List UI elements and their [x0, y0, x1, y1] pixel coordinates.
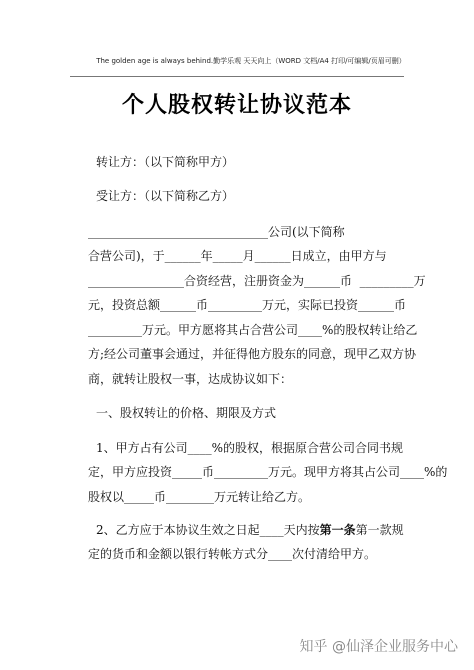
intro-line: 商，就转让股权一事，达成协议如下：	[88, 372, 293, 386]
section-heading: 一、股权转让的价格、期限及方式	[96, 406, 277, 420]
intro-line: _________万元。甲方愿将其占合营公司____%的股权转让给乙	[88, 323, 418, 337]
header-divider	[70, 76, 404, 77]
intro-line: ______________________________公司(以下简称	[88, 225, 345, 239]
page-header: The golden age is always behind.勤学乐观 天天向上（WORD 文档/A4 打印/可编辑/页眉可删）	[96, 57, 406, 65]
clause-line: 1、甲方占有公司____%的股权，根据原合营公司合同书规	[96, 441, 404, 455]
source-watermark: 知乎 @仙泽企业服务中心	[299, 639, 458, 655]
intro-line: 合营公司)，于______年_____月______日成立，由甲方与	[88, 249, 387, 263]
clause-line: 定的货币和金额以银行转帐方式分____次付清给甲方。	[88, 547, 377, 561]
clause-line: 定，甲方应投资_____币_________万元。现甲方将其占公司____%的	[88, 465, 448, 479]
clause-text: 第一款规	[355, 523, 404, 537]
intro-line: 元，投资总额______币_________万元，实际已投资______币	[88, 298, 407, 312]
clause-line	[96, 520, 416, 541]
clause-line: 股权以_____币________万元转让给乙方。	[88, 490, 311, 504]
document-title: 个人股权转让协议范本	[121, 92, 352, 118]
transferor-line: 转让方：（以下简称甲方）	[96, 155, 235, 169]
clause-reference: 第一条	[319, 523, 356, 537]
intro-line: 方;经公司董事会通过，并征得他方股东的同意，现甲乙双方协	[88, 347, 417, 361]
transferee-line: 受让方：（以下简称乙方）	[96, 189, 235, 203]
intro-line: ________________合资经营，注册资金为______币 _________万	[88, 274, 426, 288]
clause-text: 2、乙方应于本协议生效之日起____天内按	[96, 523, 320, 537]
